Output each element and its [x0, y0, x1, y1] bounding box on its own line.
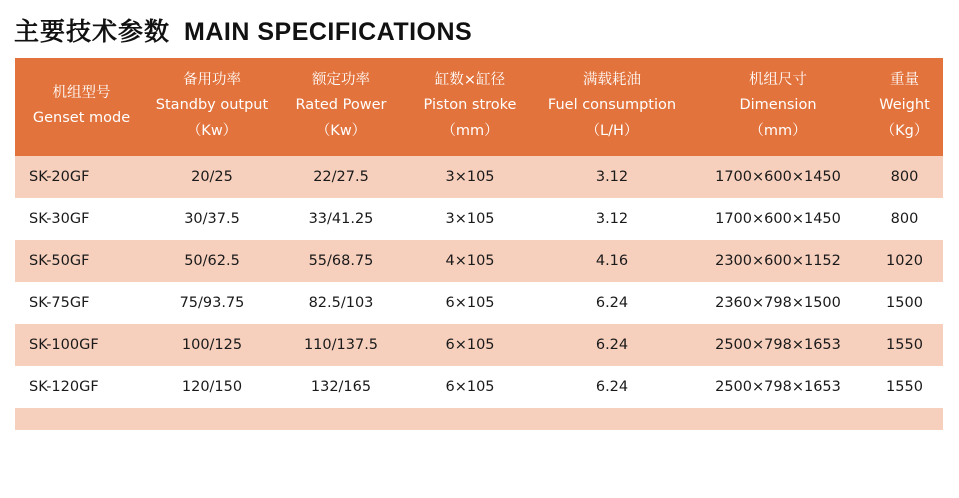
column-header-fuel-en: Fuel consumption [547, 97, 677, 114]
column-header-standby [148, 58, 276, 156]
cell-piston: 6×105 [406, 366, 534, 408]
table-footer-band [15, 408, 943, 430]
cell-weight: 1550 [866, 366, 943, 408]
column-header-weight [866, 58, 943, 156]
column-header-weight-cn: 重量 [890, 72, 919, 88]
footer-cell [690, 408, 866, 430]
cell-dimension: 2500×798×1653 [690, 324, 866, 366]
column-header-fuel [534, 58, 690, 156]
table-row [15, 240, 943, 282]
cell-model: SK-20GF [15, 156, 148, 198]
cell-fuel: 3.12 [534, 198, 690, 240]
column-header-dimension-cn: 机组尺寸 [749, 72, 807, 88]
cell-model: SK-75GF [15, 282, 148, 324]
cell-weight: 1550 [866, 324, 943, 366]
cell-weight: 1500 [866, 282, 943, 324]
column-header-rated-cn: 额定功率 [312, 72, 370, 88]
cell-fuel: 4.16 [534, 240, 690, 282]
cell-rated: 55/68.75 [276, 240, 406, 282]
footer-cell [15, 408, 148, 430]
footer-cell [866, 408, 943, 430]
cell-fuel: 6.24 [534, 324, 690, 366]
cell-dimension: 2300×600×1152 [690, 240, 866, 282]
page-title [0, 0, 959, 58]
table-row [15, 282, 943, 324]
column-header-dimension-unit: （mm） [749, 122, 807, 139]
column-header-model-cn: 机组型号 [52, 84, 111, 101]
cell-standby: 75/93.75 [148, 282, 276, 324]
cell-standby: 20/25 [148, 156, 276, 198]
table-row [15, 366, 943, 408]
column-header-dimension-en: Dimension [739, 97, 817, 114]
footer-cell [148, 408, 276, 430]
column-header-model-en: Genset mode [32, 110, 131, 127]
cell-fuel: 6.24 [534, 366, 690, 408]
footer-cell [276, 408, 406, 430]
column-header-piston-cn: 缸数×缸径 [434, 72, 506, 88]
footer-cell [406, 408, 534, 430]
cell-piston: 6×105 [406, 282, 534, 324]
cell-piston: 3×105 [406, 156, 534, 198]
column-header-weight-en: Weight [879, 97, 930, 114]
cell-weight: 800 [866, 156, 943, 198]
cell-rated: 110/137.5 [276, 324, 406, 366]
cell-weight: 1020 [866, 240, 943, 282]
cell-dimension: 2360×798×1500 [690, 282, 866, 324]
column-header-model [15, 58, 148, 156]
page-title-chinese: 主要技术参数 [14, 17, 171, 46]
cell-dimension: 1700×600×1450 [690, 198, 866, 240]
column-header-rated-en: Rated Power [295, 97, 387, 114]
footer-cell [534, 408, 690, 430]
cell-model: SK-50GF [15, 240, 148, 282]
column-header-weight-unit: （Kg） [880, 122, 929, 139]
table-row [15, 198, 943, 240]
cell-weight: 800 [866, 198, 943, 240]
cell-standby: 50/62.5 [148, 240, 276, 282]
cell-standby: 100/125 [148, 324, 276, 366]
cell-model: SK-30GF [15, 198, 148, 240]
cell-model: SK-120GF [15, 366, 148, 408]
cell-model: SK-100GF [15, 324, 148, 366]
cell-piston: 4×105 [406, 240, 534, 282]
column-header-standby-unit: （Kw） [186, 122, 238, 139]
table-header-row [15, 58, 943, 156]
cell-dimension: 1700×600×1450 [690, 156, 866, 198]
cell-rated: 33/41.25 [276, 198, 406, 240]
column-header-standby-cn: 备用功率 [183, 72, 241, 88]
cell-dimension: 2500×798×1653 [690, 366, 866, 408]
cell-piston: 6×105 [406, 324, 534, 366]
cell-standby: 30/37.5 [148, 198, 276, 240]
column-header-dimension [690, 58, 866, 156]
cell-fuel: 6.24 [534, 282, 690, 324]
cell-standby: 120/150 [148, 366, 276, 408]
column-header-standby-en: Standby output [155, 97, 269, 114]
column-header-rated-unit: （Kw） [315, 122, 367, 139]
table-row [15, 324, 943, 366]
specifications-table [15, 58, 943, 430]
column-header-piston-en: Piston stroke [423, 97, 517, 114]
page-title-english: MAIN SPECIFICATIONS [184, 18, 473, 46]
column-header-fuel-cn: 满载耗油 [583, 72, 641, 88]
column-header-piston [406, 58, 534, 156]
column-header-fuel-unit: （L/H） [585, 122, 639, 139]
cell-fuel: 3.12 [534, 156, 690, 198]
cell-rated: 22/27.5 [276, 156, 406, 198]
cell-rated: 82.5/103 [276, 282, 406, 324]
cell-piston: 3×105 [406, 198, 534, 240]
table-row [15, 156, 943, 198]
column-header-rated [276, 58, 406, 156]
cell-rated: 132/165 [276, 366, 406, 408]
column-header-piston-unit: （mm） [441, 122, 499, 139]
